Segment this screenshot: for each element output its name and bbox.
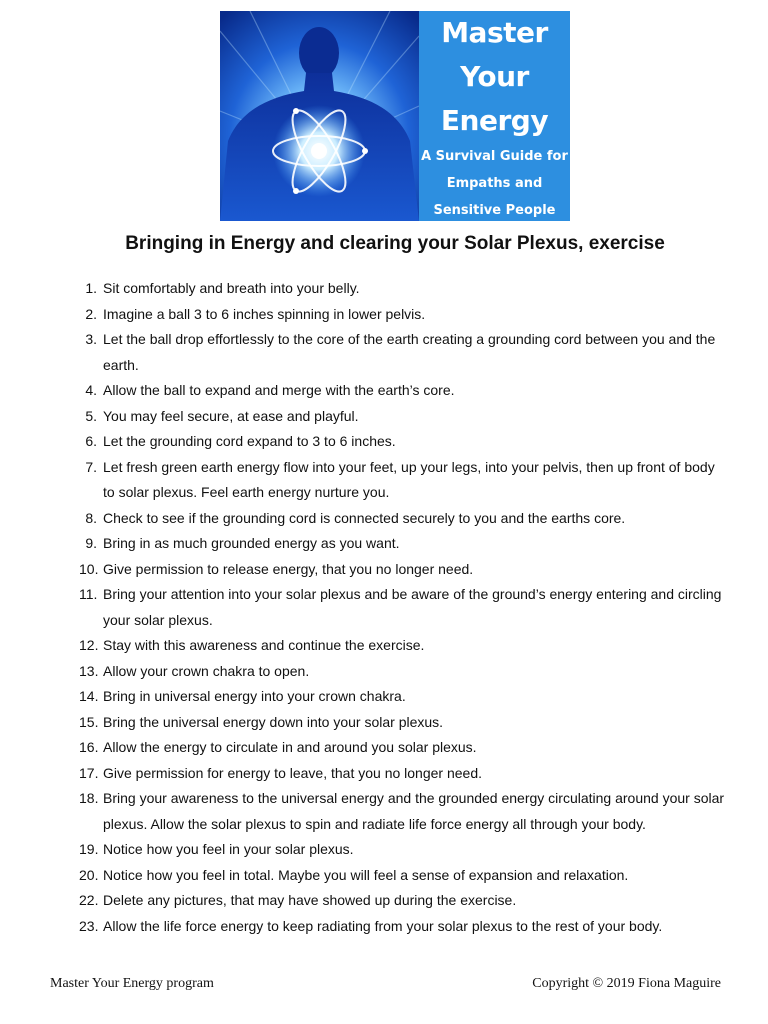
step-number: 9. [85, 535, 97, 551]
step-text: Allow the energy to circulate in and around you solar plexus. [103, 739, 477, 755]
list-item [70, 531, 730, 557]
step-number: 22. [79, 892, 99, 908]
step-number: 23. [79, 917, 99, 934]
book-title-line: Energy [440, 104, 549, 137]
list-item [70, 582, 730, 633]
list-item [70, 557, 730, 583]
list-item [70, 633, 730, 659]
step-number: 2. [85, 305, 97, 322]
list-item [70, 914, 730, 940]
list-item [70, 378, 730, 404]
step-text: Allow the ball to expand and merge with the earth’s core. [103, 382, 455, 398]
list-item [70, 786, 730, 837]
footer-copyright: Copyright © 2019 Fiona Maguire [532, 976, 721, 991]
book-cover-text-panel [419, 11, 570, 221]
list-item [70, 455, 730, 506]
step-number: 1. [85, 280, 97, 296]
step-text: Delete any pictures, that may have showed up during the exercise. [103, 892, 517, 908]
step-text: Bring your awareness to the universal energy and the grounded energy circulating around your solar plexus. Allow the solar plexus to spin and radiate life force energy all through your body. [103, 790, 725, 832]
step-text: Stay with this awareness and continue the exercise. [103, 637, 425, 653]
step-text: Bring your attention into your solar plexus and be aware of the ground’s energy entering and circling your solar plexus. [103, 586, 722, 628]
step-text: Notice how you feel in your solar plexus. [103, 841, 354, 857]
step-number: 17. [79, 764, 99, 781]
step-number: 16. [79, 739, 99, 755]
list-item [70, 276, 730, 302]
step-text: Let fresh green earth energy flow into your feet, up your legs, into your pelvis, then up front of body to solar plexus. Feel earth energy nurture you. [103, 458, 715, 500]
list-item [70, 506, 730, 532]
book-subtitle-line: A Survival Guide for [421, 149, 568, 164]
step-number: 7. [85, 458, 97, 475]
book-title [419, 11, 570, 143]
book-subtitle-line: Sensitive People [433, 203, 556, 218]
step-text: Notice how you feel in total. Maybe you will feel a sense of expansion and relaxation. [103, 866, 629, 883]
list-item [70, 837, 730, 863]
exercise-steps-list [70, 276, 730, 939]
list-item [70, 684, 730, 710]
step-text: Give permission for energy to leave, that you no longer need. [103, 764, 482, 781]
step-number: 12. [79, 637, 99, 653]
book-subtitle-line: Empaths and [446, 176, 543, 191]
step-number: 8. [85, 509, 97, 526]
book-cover-banner [220, 11, 570, 221]
step-text: Bring in as much grounded energy as you want. [103, 535, 400, 551]
list-item [70, 761, 730, 787]
step-number: 6. [85, 433, 97, 449]
list-item [70, 863, 730, 889]
step-number: 5. [85, 407, 97, 424]
step-text: You may feel secure, at ease and playful. [103, 407, 359, 424]
book-subtitle [419, 143, 570, 221]
step-number: 4. [85, 382, 97, 398]
book-title-line: Your [460, 60, 529, 93]
glowing-figure-atom-illustration [220, 11, 419, 221]
step-number: 10. [79, 560, 99, 577]
page-heading: Bringing in Energy and clearing your Solar Plexus, exercise [125, 233, 665, 254]
step-text: Bring the universal energy down into your solar plexus. [103, 713, 444, 730]
list-item [70, 327, 730, 378]
list-item [70, 429, 730, 455]
step-text: Check to see if the grounding cord is connected securely to you and the earths core. [103, 509, 626, 526]
book-title-line: Master [441, 16, 548, 49]
list-item [70, 888, 730, 914]
step-text: Imagine a ball 3 to 6 inches spinning in lower pelvis. [103, 305, 426, 322]
list-item [70, 404, 730, 430]
step-text: Sit comfortably and breath into your belly. [103, 280, 360, 296]
list-item [70, 710, 730, 736]
footer-program-name: Master Your Energy program [50, 976, 214, 991]
step-number: 11. [79, 586, 98, 602]
list-item [70, 659, 730, 685]
step-text: Bring in universal energy into your crown chakra. [103, 688, 406, 704]
step-text: Let the grounding cord expand to 3 to 6 inches. [103, 433, 396, 449]
step-number: 14. [79, 688, 99, 704]
step-number: 20. [79, 866, 99, 883]
step-text: Allow the life force energy to keep radiating from your solar plexus to the rest of your body. [103, 917, 663, 934]
list-item [70, 735, 730, 761]
step-number: 19. [79, 841, 99, 857]
step-text: Allow your crown chakra to open. [103, 662, 310, 679]
list-item [70, 302, 730, 328]
step-number: 15. [79, 713, 99, 730]
step-number: 13. [79, 662, 99, 679]
step-text: Let the ball drop effortlessly to the core of the earth creating a grounding cord between you and the earth. [103, 331, 716, 373]
step-number: 18. [79, 790, 99, 806]
step-text: Give permission to release energy, that you no longer need. [103, 560, 474, 577]
step-number: 3. [85, 331, 97, 347]
